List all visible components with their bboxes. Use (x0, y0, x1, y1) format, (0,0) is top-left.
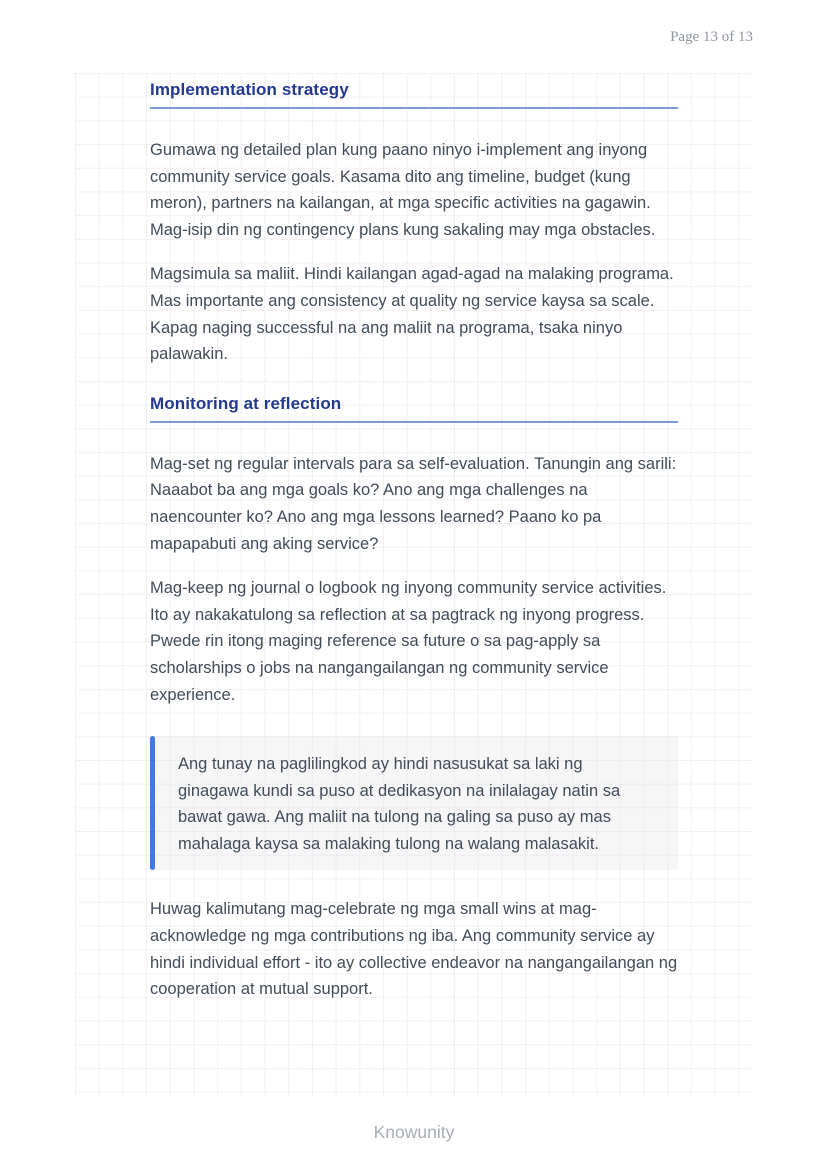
section-heading-implementation-strategy: Implementation strategy (150, 80, 678, 109)
paragraph-journal-logbook: Mag-keep ng journal o logbook ng inyong community service activities. Ito ay nakakatulong sa reflection at sa pagtrack ng inyong progress. Pwede rin itong maging reference sa future o sa pag-apply sa scholarships o jobs na nangangailangan ng community service experience. (150, 579, 667, 704)
paragraph-implementation-plan: Gumawa ng detailed plan kung paano ninyo i-implement ang inyong community service goals. Kasama dito ang timeline, budget (kung meron), partners na kailangan, at mga specific activities na gagawin. Mag-isip din ng contingency plans kung sakaling may mga obstacles. (150, 141, 656, 239)
paragraph-start-small: Magsimula sa maliit. Hindi kailangan agad-agad na malaking programa. Mas importante ang consistency at quality ng service kaysa sa scale. Kapag naging successful na ang maliit na programa, tsaka ninyo palawakin. (150, 265, 674, 364)
page-indicator: Page 13 of 13 (670, 29, 753, 45)
section-heading-monitoring-reflection: Monitoring at reflection (150, 394, 678, 423)
quote-text: Ang tunay na paglilingkod ay hindi nasusukat sa laki ng ginagawa kundi sa puso at dedikasyon na inilalagay natin sa bawat gawa. Ang maliit na tulong na galing sa puso ay mas mahalaga kaysa sa malaking tulong na walang malasakit. (178, 755, 621, 853)
paragraph-self-evaluation: Mag-set ng regular intervals para sa self-evaluation. Tanungin ang sarili: Naaabot ba ang mga goals ko? Ano ang mga challenges na naencounter ko? Ano ang mga lessons learned? Paano ko pa mapapabuti ang aking service? (150, 454, 677, 553)
quote-block (150, 736, 678, 870)
paragraph-celebrate-wins: Huwag kalimutang mag-celebrate ng mga small wins at mag-acknowledge ng mga contributions ng iba. Ang community service ay hindi individual effort - ito ay collective endeavor na nangangailangan ng cooperation at mutual support. (150, 900, 678, 999)
footer-brand: Knowunity (373, 1122, 455, 1142)
document-sheet (75, 73, 753, 1097)
document-content (150, 73, 678, 1003)
